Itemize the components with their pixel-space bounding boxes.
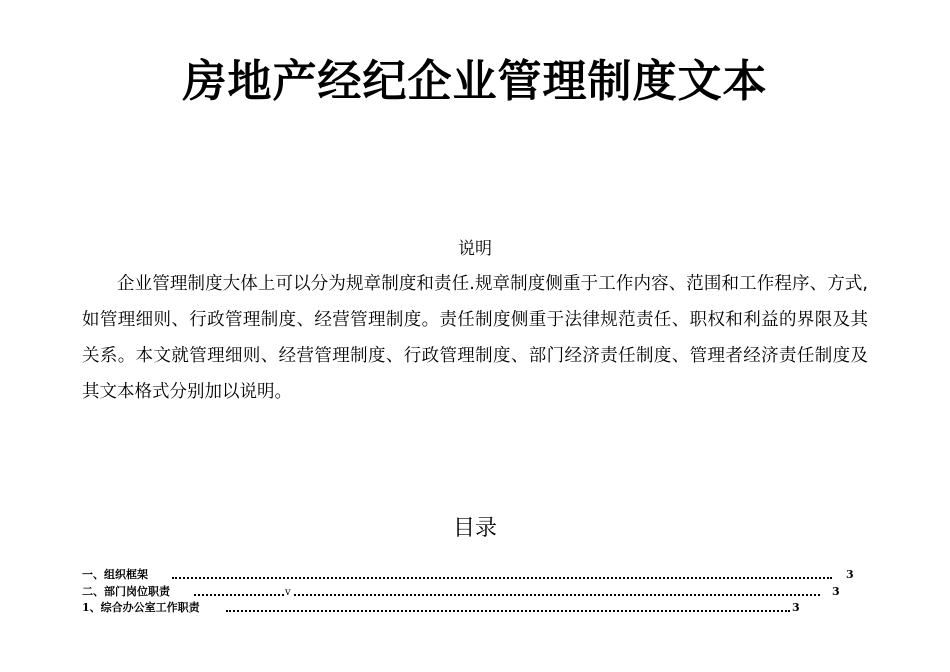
- toc-page-number: 3: [792, 601, 800, 614]
- toc-leader-dots: [226, 610, 790, 612]
- toc-entry-department-duties[interactable]: [82, 584, 872, 600]
- toc-entry-label: 一、组织框架: [82, 568, 148, 581]
- toc-entry-label: 1、综合办公室工作职责: [82, 601, 200, 614]
- toc-stray-mark: v: [284, 585, 292, 600]
- toc-leader-dots: [172, 577, 832, 579]
- toc-entry-organization[interactable]: [82, 567, 872, 583]
- toc-page-number: 3: [832, 585, 840, 598]
- document-title: 房地产经纪企业管理制度文本: [182, 56, 768, 107]
- toc-entry-office-duties[interactable]: [82, 600, 872, 616]
- toc-entry-label: 二、部门岗位职责: [82, 585, 170, 598]
- toc-heading: 目录: [452, 516, 497, 541]
- explanation-paragraph: 企业管理制度大体上可以分为规章制度和责任.规章制度侧重于工作内容、范围和工作程序、方式,如管理细则、行政管理制度、经营管理制度。责任制度侧重于法律规范责任、职权和利益的界限及其关系。本文就管理细则、经营管理制度、行政管理制度、部门经济责任制度、管理者经济责任制度及其文本格式分别加以说明。: [82, 274, 868, 402]
- toc-page-number: 3: [846, 568, 854, 581]
- explanation-heading: 说明: [458, 239, 492, 259]
